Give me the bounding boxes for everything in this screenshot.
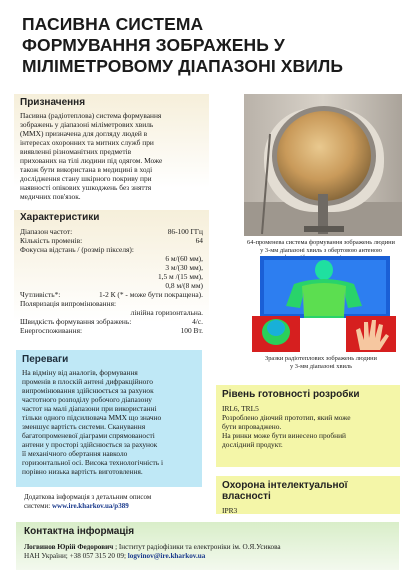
spec-beams: [20, 236, 203, 245]
readiness-text: [222, 404, 394, 449]
readiness-line: IRL6, TRL5: [222, 404, 259, 413]
spec-focus-value: 3 м/(30 мм),: [165, 263, 203, 272]
advantages-section: [16, 350, 202, 487]
spec-value: 100 Вт.: [180, 326, 203, 335]
additional-link-line: [24, 502, 214, 511]
additional-info: [24, 493, 214, 511]
spec-frequency: [20, 227, 203, 236]
spec-value: 4/с.: [192, 317, 203, 326]
page-title: [22, 14, 392, 77]
spec-speed: [20, 317, 203, 326]
purpose-text: [20, 111, 203, 201]
advantages-line: антени у просторі здійснюється за рахунок: [22, 440, 158, 449]
advantages-heading: Переваги: [22, 354, 69, 365]
contacts-line-2: [24, 552, 391, 561]
spec-sensitivity: [20, 290, 203, 299]
advantages-line: багатопроменевої діаграми спрямованості: [22, 431, 155, 440]
spec-label: Діапазон частот:: [20, 227, 73, 236]
spec-focus: [20, 245, 203, 254]
caption-line: 64-променева система формування зображень людини: [247, 239, 395, 246]
advantages-line: зменшує вартість системи. Сканування: [22, 422, 146, 431]
contacts-section: [16, 522, 399, 570]
readiness-line: На ринки може бути винесено пробний: [222, 431, 346, 440]
advantages-line: частотного розподілу робочого діапазону: [22, 395, 152, 404]
spec-power: [20, 326, 203, 335]
advantages-line: випромінювання здійснюється за рахунок: [22, 386, 154, 395]
thermal-illustration: [244, 256, 402, 352]
contact-org: ; Інститут радіофізики та електроніки ім. О.Я.Усикова: [113, 543, 281, 551]
spec-label: Чутливість*:: [20, 290, 61, 299]
purpose-line: також бути використана в медицині в ході: [20, 165, 153, 174]
spec-label: Швидкість формування зображень:: [20, 317, 132, 326]
advantages-line: променів в плоскій антені дифракційного: [22, 377, 153, 386]
ip-section: [216, 476, 400, 514]
caption-line: у 3-мм діапазоні хвиль з обертовою антеною: [260, 246, 382, 254]
advantages-text: [22, 368, 196, 476]
contact-email[interactable]: logvinov@ire.kharkov.ua: [127, 552, 206, 560]
characteristics-heading: Характеристики: [20, 212, 100, 223]
purpose-line: виявленні різноманітних предметів: [20, 147, 132, 156]
purpose-line: дослідження стану шкірного покриву при: [20, 174, 152, 183]
purpose-line: медичних пов'язок.: [20, 192, 81, 201]
spec-value: 1-2 К (* - може бути покращена).: [98, 290, 203, 299]
readiness-line: бути впроваджено.: [222, 422, 282, 431]
purpose-line: інтересах охоронних та митних служб при: [20, 138, 154, 147]
antenna-photo: [244, 94, 402, 236]
readiness-heading: Рівень готовності розробки: [222, 389, 360, 400]
antenna-illustration: [244, 94, 402, 236]
advantages-line: тільки одного підсилювача ММХ що значно: [22, 413, 162, 422]
title-line-1: ПАСИВНА СИСТЕМА: [22, 14, 204, 34]
additional-line: Додаткова інформація з детальним описом: [24, 493, 152, 501]
spec-value: 64: [195, 236, 203, 245]
readiness-line: Розроблено діючий прототип, який може: [222, 413, 351, 422]
spec-label: Кількість променів:: [20, 236, 83, 245]
advantages-line: її механічного обертання навколо: [22, 449, 128, 458]
purpose-line: Пасивна (радіотеплова) система формування: [20, 111, 162, 120]
spec-focus-value: 1,5 м /(15 мм),: [157, 272, 203, 281]
advantages-line: частот на малі діапазони при використанні: [22, 404, 157, 413]
thermal-images: [244, 256, 402, 352]
spec-value: 86-100 ГГц: [167, 227, 203, 236]
spec-focus-value: 6 м/(60 мм),: [165, 254, 203, 263]
ip-value: IPR3: [222, 506, 238, 515]
spec-label: Енергоспоживання:: [20, 326, 83, 335]
readiness-section: [216, 385, 400, 467]
contact-phone: НАН України; +38 057 315 20 09;: [24, 552, 128, 560]
contacts-line-1: [24, 543, 391, 552]
spec-label: Фокусна відстань / (розмір пікселя):: [20, 245, 134, 254]
contact-name: Логвинов Юрій Федорович: [24, 543, 114, 551]
spec-polarization: [20, 299, 203, 308]
purpose-section: [14, 94, 209, 212]
advantages-line: порівно низька вартість виготовлення.: [22, 467, 143, 476]
caption-line: Зразки радіотеплових зображень людини: [265, 355, 377, 362]
purpose-line: наявності опікових ушкоджень без зняття: [20, 183, 152, 192]
contacts-heading: Контактна інформація: [24, 526, 135, 537]
spec-label: Поляризація випромінювання:: [20, 299, 117, 308]
characteristics-section: [14, 210, 209, 342]
spec-focus-value: 0,8 м/(8 мм): [165, 281, 203, 290]
thermal-caption: [232, 355, 410, 370]
purpose-heading: Призначення: [20, 97, 86, 108]
ip-heading: Охорона інтелектуальної власності: [222, 480, 348, 502]
purpose-line: прихованих на тілі людини під одягом. Може: [20, 156, 163, 165]
additional-prefix: системи:: [24, 502, 52, 510]
readiness-line: дослідний продукт.: [222, 440, 283, 449]
advantages-line: На відміну від аналогів, формування: [22, 368, 138, 377]
title-line-2: ФОРМУВАННЯ ЗОБРАЖЕНЬ У: [22, 35, 285, 55]
info-link[interactable]: www.ire.kharkov.ua/p389: [52, 502, 129, 510]
title-line-3: МІЛІМЕТРОВОМУ ДІАПАЗОНІ ХВИЛЬ: [22, 56, 344, 76]
advantages-line: горизонтальної осі. Висока технологічність і: [22, 458, 164, 467]
spec-polarization-value: лінійна горизонтальна.: [130, 308, 203, 317]
caption-line: у 3-мм діапазоні хвиль: [289, 362, 353, 370]
purpose-line: (ММХ) призначена для догляду людей в: [20, 129, 148, 138]
purpose-line: зображень у діапазоні міліметрових хвиль: [20, 120, 154, 129]
